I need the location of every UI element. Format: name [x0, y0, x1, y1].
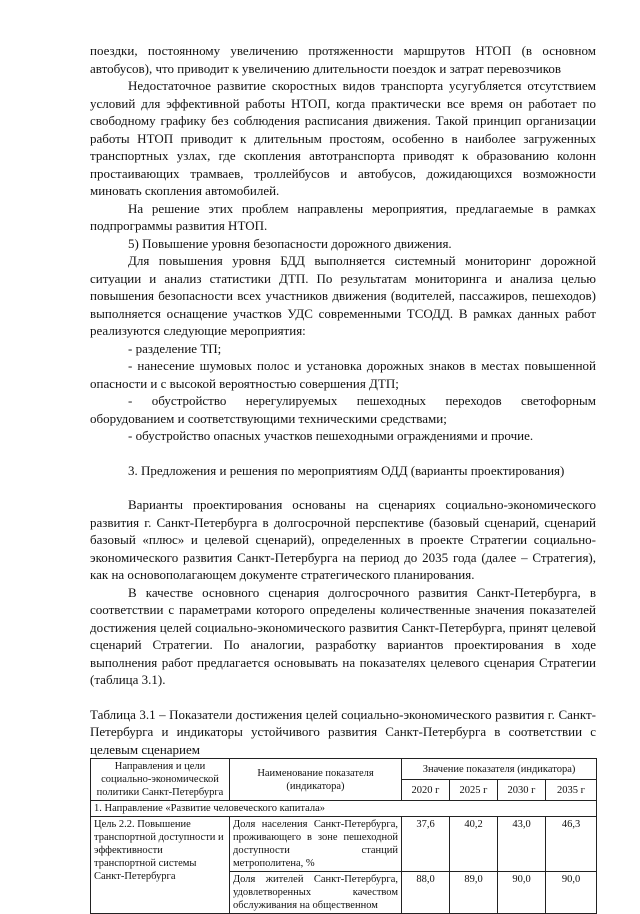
- paragraph: Для повышения уровня БДД выполняется системный мониторинг дорожной ситуации и анализ статистики ДТП. По результатам мониторинга и анализа целью повышения безопасности всех участников движения (водителей, пассажиров, пешеходов) выполняется оснащение участков УДС современными ТСОДД. В рамках данных работ реализуются следующие мероприятия:: [90, 253, 596, 338]
- value-cell: 90,0: [546, 872, 597, 914]
- value-cell: 37,6: [402, 817, 450, 872]
- header-direction: Направления и цели социально-экономической политики Санкт-Петербурга: [91, 759, 230, 801]
- indicator-cell: Доля жителей Санкт-Петербурга, удовлетворенных качеством обслуживания на общественном: [230, 872, 402, 914]
- table-caption: Таблица 3.1 – Показатели достижения целей социально-экономического развития г. Санкт-Петербурга и индикаторы устойчивого развития Санкт-Петербурга в соответствии с целевым сценарием: [90, 706, 596, 757]
- section-heading: 3. Предложения и решения по мероприятиям ОДД (варианты проектирования): [128, 462, 565, 478]
- paragraph: поездки, постоянному увеличению протяженности маршрутов НТОП (в основном автобусов), что приводит к увеличению длительности поездок и затрат перевозчиков: [90, 43, 596, 76]
- goal-cell: Цель 2.2. Повышение транспортной доступности и эффективности транспортной системы Санкт-Петербурга: [91, 817, 230, 914]
- header-year: 2025 г: [450, 780, 498, 801]
- list-item: - обустройство опасных участков пешеходными ограждениями и прочие.: [128, 428, 534, 443]
- subsection-title: 5) Повышение уровня безопасности дорожного движения.: [128, 235, 452, 251]
- table-header-row: [91, 759, 597, 780]
- paragraph: На решение этих проблем направлены мероприятия, предлагаемые в рамках подпрограммы развития НТОП.: [90, 200, 596, 233]
- value-cell: 43,0: [498, 817, 546, 872]
- paragraph: Варианты проектирования основаны на сценариях социально-экономического развития г. Санкт-Петербурга в долгосрочной перспективе (базовый сценарий, сценарий базовый «плюс» и целевой сценарий), определенных в проекте Стратегии социально-экономического развития Санкт-Петербурга на период до 2035 года (далее – Стратегия), как на основополагающем документе стратегического планирования.: [90, 497, 596, 582]
- indicators-table: [90, 758, 597, 914]
- value-cell: 89,0: [450, 872, 498, 914]
- value-cell: 40,2: [450, 817, 498, 872]
- value-cell: 88,0: [402, 872, 450, 914]
- list-item: - нанесение шумовых полос и установка дорожных знаков в местах повышенной опасности и с высокой вероятностью совершения ДТП;: [90, 358, 596, 391]
- header-year: 2020 г: [402, 780, 450, 801]
- list-item: - разделение ТП;: [128, 340, 222, 356]
- header-year: 2030 г: [498, 780, 546, 801]
- section-cell: 1. Направление «Развитие человеческого капитала»: [91, 801, 597, 817]
- header-year: 2035 г: [546, 780, 597, 801]
- paragraph: Недостаточное развитие скоростных видов транспорта усугубляется отсутствием условий для эффективной работы НТОП, когда практически все время он работает по свободному графику без соблюдения расписания движения. Такой принцип организации работы НТОП приводит к длительным простоям, особенно в наиболее загруженных транспортных узлах, где скопления автотранспорта приводят к образованию колонн простаивающих трамваев, троллейбусов и автобусов, дожидающихся возможности миновать скопления автомобилей.: [90, 78, 596, 198]
- value-cell: 46,3: [546, 817, 597, 872]
- header-indicator: Наименование показателя (индикатора): [230, 759, 402, 801]
- table-row: [91, 817, 597, 872]
- table-section-row: [91, 801, 597, 817]
- header-values: Значение показателя (индикатора): [402, 759, 597, 780]
- indicator-cell: Доля населения Санкт-Петербурга, проживающего в зоне пешеходной доступности станций метрополитена, %: [230, 817, 402, 872]
- list-item: - обустройство нерегулируемых пешеходных переходов светофорным оборудованием и соответствующими техническими средствами;: [90, 393, 596, 426]
- value-cell: 90,0: [498, 872, 546, 914]
- paragraph: В качестве основного сценария долгосрочного развития Санкт-Петербурга, в соответствии с параметрами которого определены количественные значения показателей достижения целей социально-экономического развития Санкт-Петербурга, принят целевой сценарий Стратегии. По аналогии, разработку вариантов проектирования в ходе выполнения работ предлагается основывать на показателях целевого сценария Стратегии (таблица 3.1).: [90, 584, 596, 687]
- document-page: [90, 42, 596, 914]
